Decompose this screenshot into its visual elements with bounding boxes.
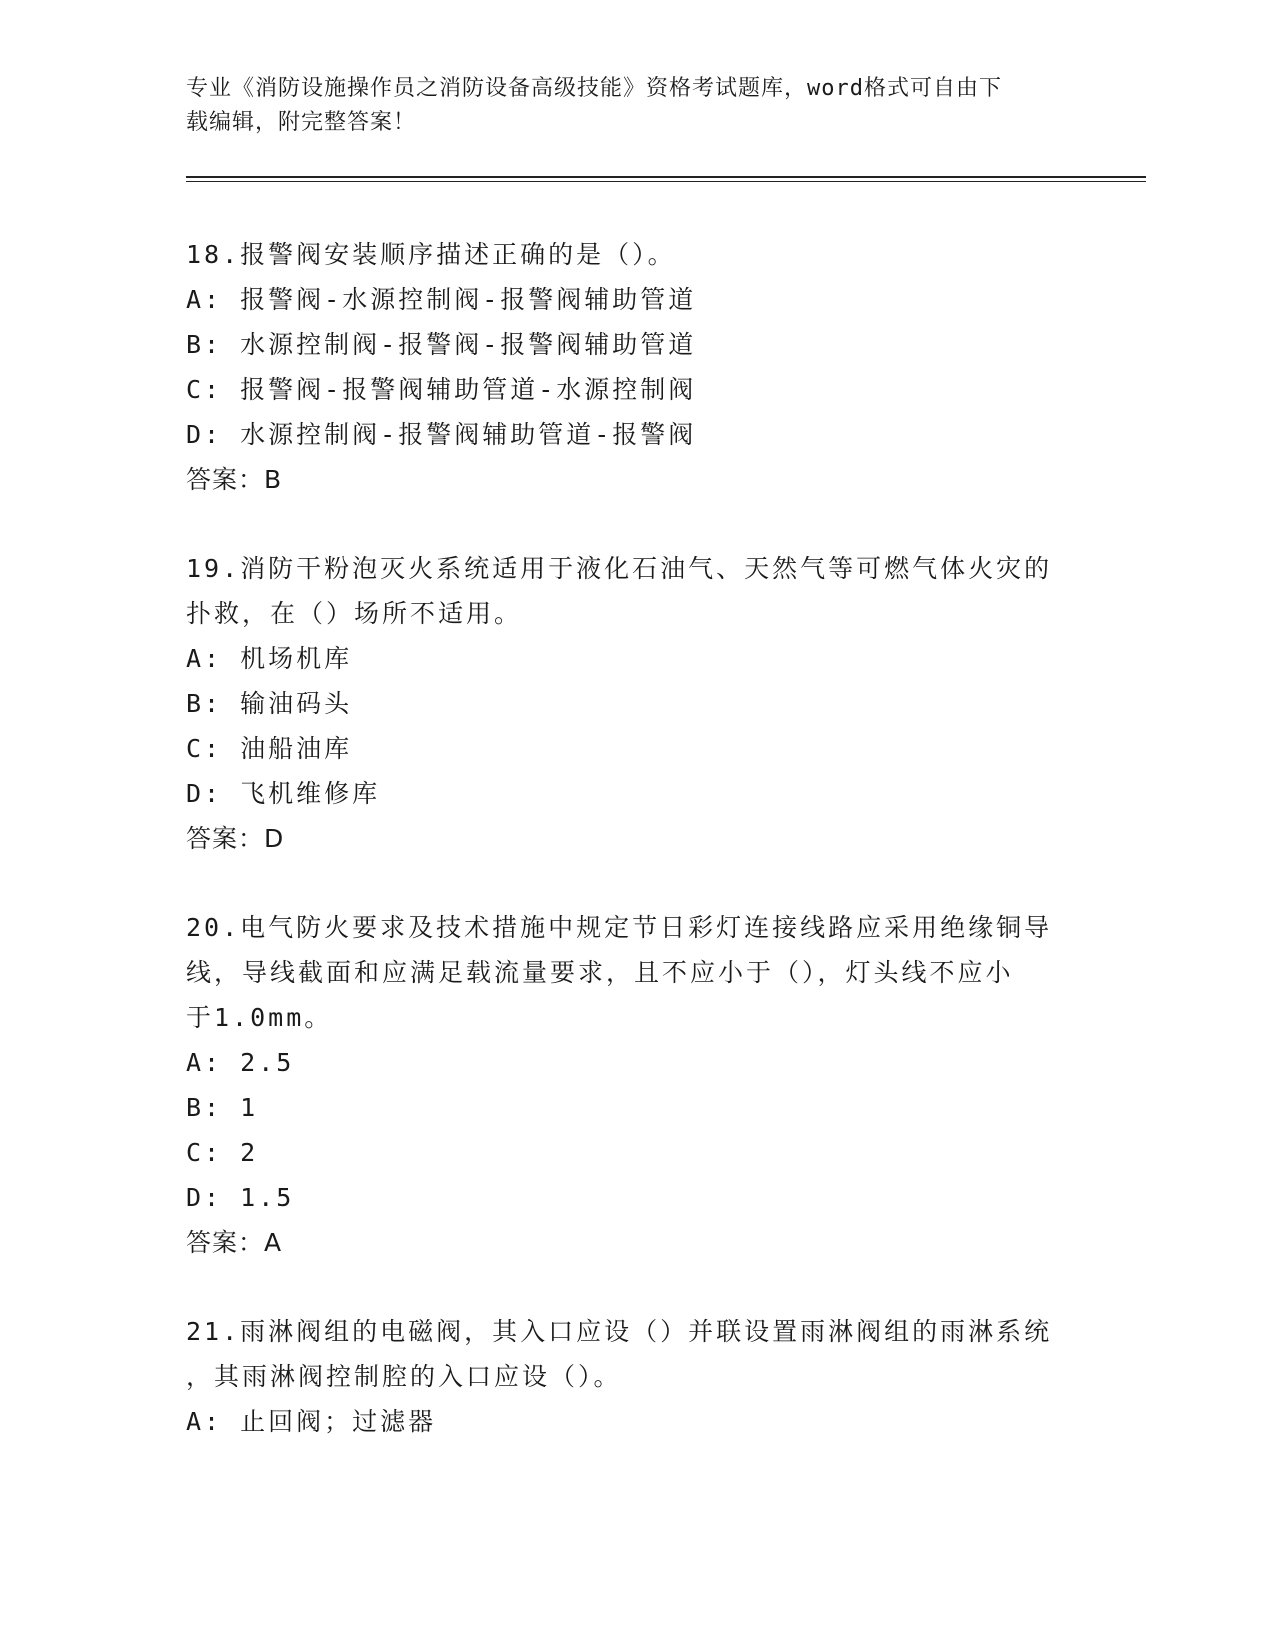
- option-c: C: 2: [186, 1138, 259, 1167]
- header-line-1: 专业《消防设施操作员之消防设备高级技能》资格考试题库，word格式可自由下: [186, 76, 1002, 101]
- option-b: B: 1: [186, 1093, 259, 1122]
- header-divider-thick: [186, 176, 1146, 178]
- option-c: C: 报警阀-报警阀辅助管道-水源控制阀: [186, 375, 697, 404]
- option-d: D: 飞机维修库: [186, 779, 381, 808]
- question-text: 20.电气防火要求及技术措施中规定节日彩灯连接线路应采用绝缘铜导: [186, 913, 1053, 942]
- question-text: 18.报警阀安装顺序描述正确的是（）。: [186, 240, 676, 269]
- answer: 答案：D: [186, 824, 285, 853]
- question-text-continued: 线，导线截面和应满足载流量要求，且不应小于（），灯头线不应小: [186, 958, 1014, 987]
- question-list: [186, 232, 1066, 1488]
- option-a: A: 止回阀；过滤器: [186, 1407, 437, 1436]
- answer: 答案：B: [186, 465, 283, 494]
- question-18: [186, 232, 1066, 502]
- question-text: 21.雨淋阀组的电磁阀，其入口应设（）并联设置雨淋阀组的雨淋系统: [186, 1317, 1053, 1346]
- question-text-continued: ，其雨淋阀控制腔的入口应设（）。: [186, 1362, 622, 1391]
- option-d: D: 水源控制阀-报警阀辅助管道-报警阀: [186, 420, 697, 449]
- option-b: B: 输油码头: [186, 689, 353, 718]
- option-a: A: 机场机库: [186, 644, 353, 673]
- question-21: [186, 1309, 1066, 1444]
- question-text: 19.消防干粉泡灭火系统适用于液化石油气、天然气等可燃气体火灾的: [186, 554, 1053, 583]
- header-divider-thin: [186, 181, 1146, 182]
- option-a: A: 报警阀-水源控制阀-报警阀辅助管道: [186, 285, 697, 314]
- option-c: C: 油船油库: [186, 734, 353, 763]
- option-d: D: 1.5: [186, 1183, 295, 1212]
- question-20: [186, 905, 1066, 1265]
- question-text-continued: 扑救，在（）场所不适用。: [186, 599, 523, 628]
- document-header: [186, 72, 1086, 140]
- option-b: B: 水源控制阀-报警阀-报警阀辅助管道: [186, 330, 697, 359]
- question-19: [186, 546, 1066, 861]
- answer: 答案：A: [186, 1228, 283, 1257]
- question-text-continued: 于1.0mm。: [186, 1003, 333, 1032]
- option-a: A: 2.5: [186, 1048, 295, 1077]
- header-line-2: 载编辑，附完整答案！: [186, 110, 417, 135]
